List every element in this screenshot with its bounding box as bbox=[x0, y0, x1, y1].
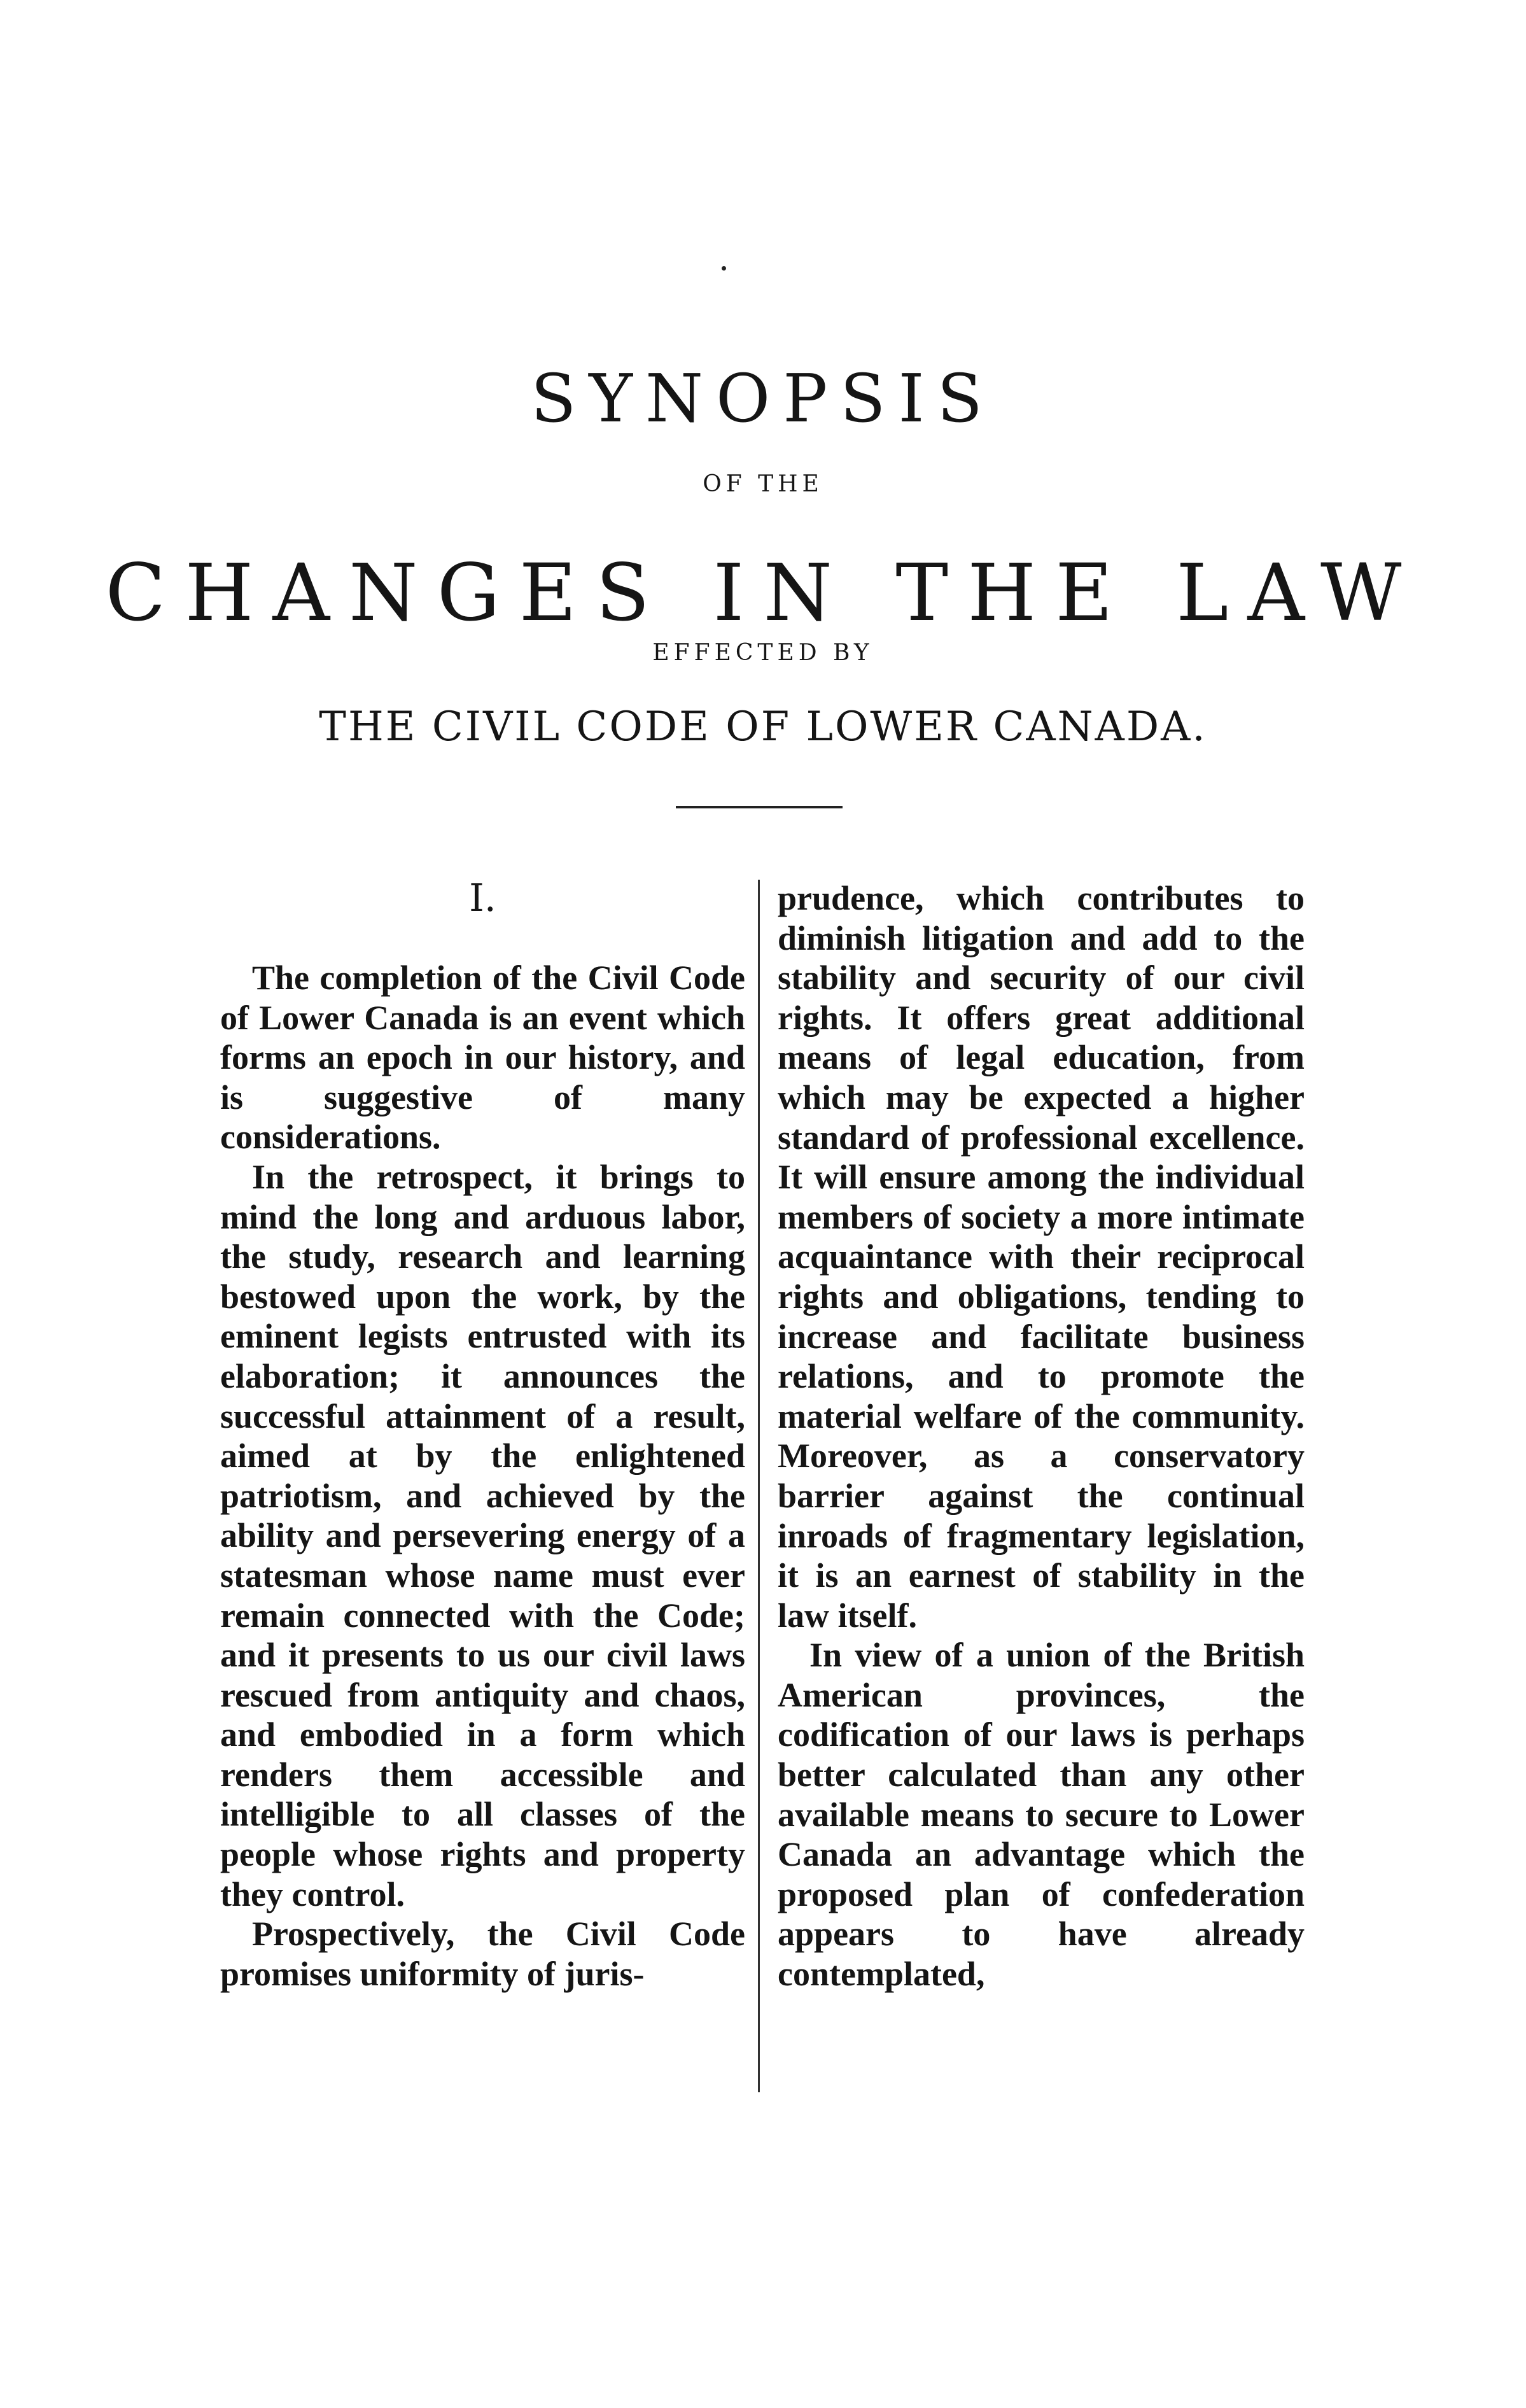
heading-rule bbox=[676, 806, 843, 808]
paragraph-completion: The completion of the Civil Code of Lower Canada is an event which forms an epoch in our history, and is suggestive of many considerations. bbox=[220, 959, 745, 1157]
subtitle-effected-by: EFFECTED BY bbox=[652, 640, 874, 666]
page-title: SYNOPSIS bbox=[531, 360, 995, 437]
right-column bbox=[778, 878, 1305, 1994]
column-divider bbox=[758, 880, 760, 2092]
subtitle-of-the: OF THE bbox=[703, 471, 823, 497]
left-column bbox=[220, 878, 745, 1994]
paragraph-retrospect: In the retrospect, it brings to mind the long and arduous labor, the study, research and learning bestowed upon the work, by the eminent legists entrusted with its elaboration; it announces the successful attainment of a result, aimed at by the enlightened patriotism, and achieved by the ability and persevering energy of a statesman whose name must ever remain connected with the Code; and it presents to us our civil laws rescued from antiquity and chaos, and embodied in a form which renders them accessible and intelligible to all classes of the people whose rights and property they control. bbox=[220, 1157, 745, 1913]
section-number: I. bbox=[469, 876, 496, 920]
paragraph-prospectively: Prospectively, the Civil Code promises uniformity of juris- bbox=[220, 1915, 745, 1993]
code-title: THE CIVIL CODE OF LOWER CANADA. bbox=[319, 703, 1207, 750]
main-title: CHANGES IN THE LAW bbox=[105, 547, 1421, 639]
paragraph-prudence: prudence, which contributes to diminish litigation and add to the stability and security of our civil rights. It offers great additional means of legal education, from which may be expected a higher standard of professional excellence. It will ensure among the individual members of society a more intimate acquaintance with their reciprocal rights and obligations, tending to increase and facilitate business relations, and to promote the material welfare of the community. Moreover, as a conservatory barrier against the continual inroads of fragmentary legislation, it is an earnest of stability in the law itself. bbox=[778, 879, 1305, 1635]
ink-speck bbox=[722, 266, 726, 271]
paragraph-union: In view of a union of the British American provinces, the codification of our laws is perhaps better calculated than any other available means to secure to Lower Canada an advantage which the proposed plan of confederation appears to have already contemplated, bbox=[778, 1636, 1305, 1994]
